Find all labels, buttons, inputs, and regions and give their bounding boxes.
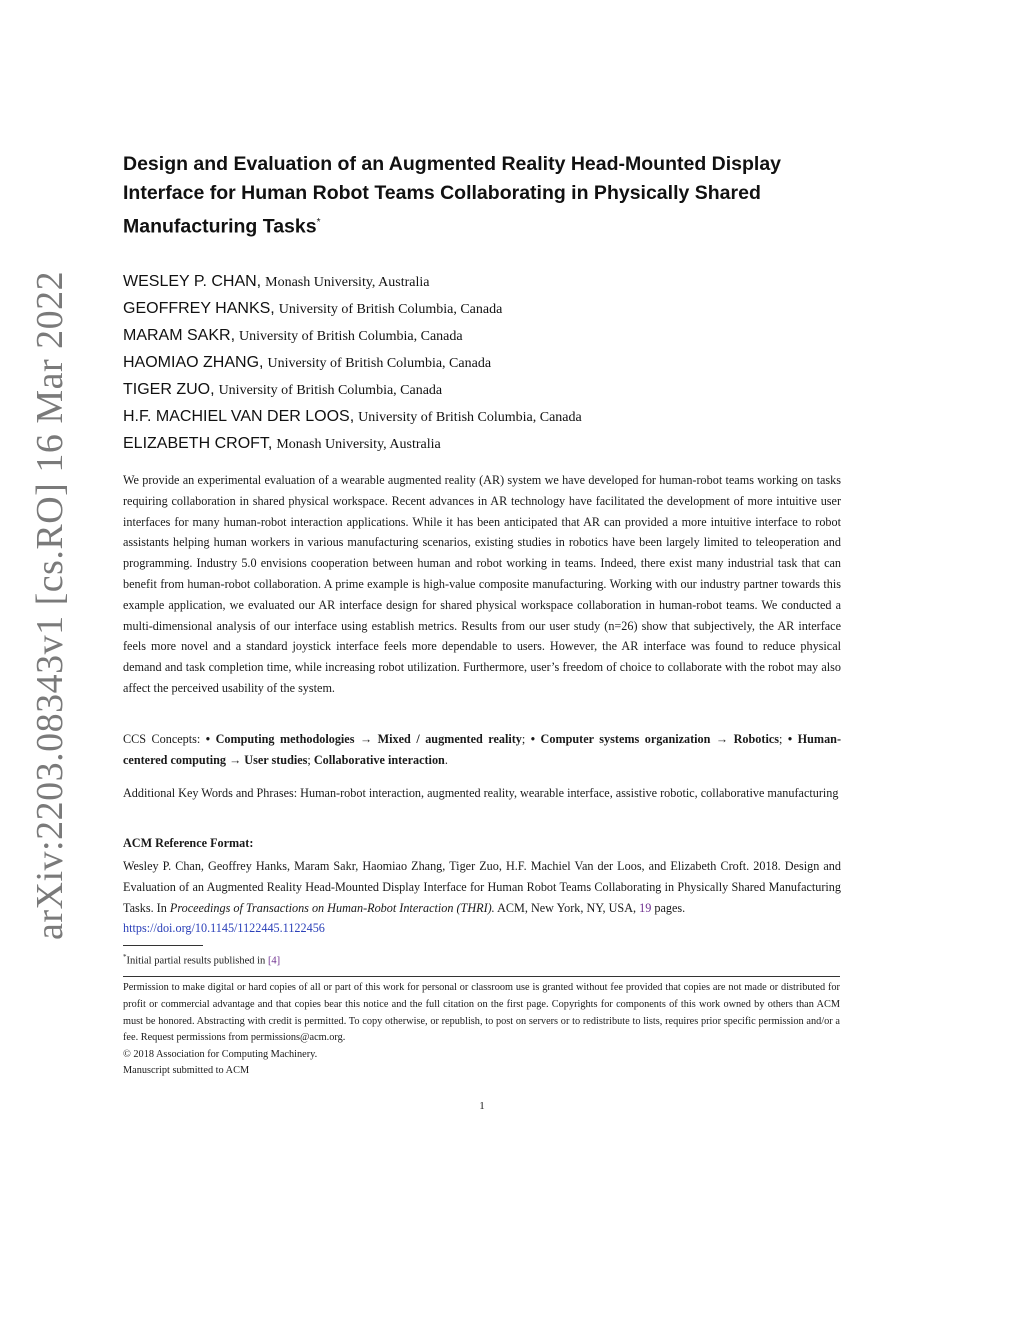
page-count-link[interactable]: 19 [639, 900, 652, 915]
footnote-text: Initial partial results published in [126, 955, 268, 967]
ccs-concept: Human-centered computing → User studies [123, 732, 841, 767]
keywords: Additional Key Words and Phrases: Human-robot interaction, augmented reality, wearable interface, assistive robotic, collaborative manufacturing [123, 786, 839, 800]
author-affiliation: University of British Columbia, Canada [278, 302, 503, 317]
author-name: TIGER ZUO, [123, 381, 215, 398]
page-number: 1 [479, 1100, 485, 1112]
ccs-separator: ; [521, 732, 531, 746]
arxiv-stamp: arXiv:2203.08343v1 [cs.RO] 16 Mar 2022 [29, 270, 71, 940]
ccs-bullet: • [530, 732, 541, 746]
reference-venue: Proceedings of Transactions on Human-Robot Interaction (THRI). [169, 900, 495, 915]
title-text: Design and Evaluation of an Augmented Reality Head-Mounted Display Interface for Human Robot Teams Collaborating in Physically Shared Manufacturing Tasks [123, 153, 782, 238]
acm-reference-heading: ACM Reference Format: [123, 836, 254, 850]
footnote-divider [123, 945, 203, 946]
author-name: WESLEY P. CHAN, [123, 273, 262, 290]
author-list [123, 268, 843, 457]
ccs-concept: Computer systems organization → Robotics [540, 732, 779, 746]
author-name: H.F. MACHIEL VAN DER LOOS, [123, 408, 355, 425]
author-name: GEOFFREY HANKS, [123, 300, 275, 317]
author-name: ELIZABETH CROFT, [123, 435, 273, 452]
reference-text: Wesley P. Chan, Geoffrey Hanks, Maram Sakr, Haomiao Zhang, Tiger Zuo, H.F. Machiel Van der Loos, and Elizabeth Croft. 2018. Design and Evaluation of an Augmented Reality Head-Mounted Display Interface for Human Robot Teams Collaborating in Physically Shared Manufacturing Tasks. In [123, 859, 841, 915]
title-footnote-marker: * [316, 217, 321, 228]
author-name: HAOMIAO ZHANG, [123, 354, 264, 371]
citation-link[interactable]: [4] [267, 955, 281, 967]
acm-reference [123, 856, 841, 939]
copyright-notice: © 2018 Association for Computing Machinery. [123, 1049, 318, 1060]
reference-pages-label: pages. [651, 900, 686, 915]
ccs-end: . [444, 752, 448, 767]
footnote-marker: * [123, 953, 127, 961]
doi-link[interactable]: https://doi.org/10.1145/1122445.1122456 [123, 921, 325, 936]
ccs-concepts [123, 729, 841, 771]
paper-title [123, 150, 843, 242]
ccs-label: CCS Concepts: [123, 732, 206, 746]
author-entry [123, 376, 843, 403]
reference-publisher: ACM, New York, NY, USA, [494, 900, 640, 915]
author-affiliation: Monash University, Australia [276, 437, 441, 452]
ccs-concept: Computing methodologies → Mixed / augmented reality [215, 732, 522, 746]
abstract: We provide an experimental evaluation of a wearable augmented reality (AR) system we have developed for human-robot teams working on tasks requiring collaboration in shared physical workspace. Recent advances in AR technology have facilitated the development of more intuitive user interfaces for many human-robot interaction applications. While it has been anticipated that AR can provided a more intuitive interface to robot assistants helping human workers in various manufacturing scenarios, existing studies in robotics have been largely limited to teleoperation and programming. Industry 5.0 envisions cooperation between human and robot working in teams. Indeed, there exist many industrial task that can benefit from human-robot collaboration. A prime example is high-value composite manufacturing. Working with our industry partner towards this example application, we evaluated our AR interface design for shared physical workspace collaboration in human-robot teams. We conducted a multi-dimensional analysis of our interface using establish metrics. Results from our user study (n=26) show that subjectively, the AR interface feels more novel and a standard joystick interface feels more dependable to users. However, the AR interface was found to reduce physical demand and task completion time, while increasing robot utilization. Furthermore, user’s freedom of choice to collaborate with the robot may also affect the perceived usability of the system. [123, 473, 841, 695]
ccs-concept: Collaborative interaction [313, 752, 445, 767]
author-entry [123, 322, 843, 349]
author-entry [123, 403, 843, 430]
author-entry [123, 430, 843, 457]
author-entry [123, 295, 843, 322]
permission-divider [123, 976, 840, 977]
author-affiliation: University of British Columbia, Canada [358, 410, 582, 425]
author-affiliation: Monash University, Australia [265, 275, 430, 290]
ccs-separator: ; [778, 732, 788, 746]
footnote [123, 950, 280, 969]
ccs-bullet: • [205, 732, 216, 746]
author-affiliation: University of British Columbia, Canada [267, 356, 492, 371]
author-entry [123, 349, 843, 376]
manuscript-note: Manuscript submitted to ACM [123, 1065, 250, 1076]
ccs-separator: ; [307, 752, 314, 767]
author-entry [123, 268, 843, 295]
author-name: MARAM SAKR, [123, 327, 236, 344]
author-affiliation: University of British Columbia, Canada [218, 383, 443, 398]
permission-notice: Permission to make digital or hard copies of all or part of this work for personal or classroom use is granted without fee provided that copies are not made or distributed for profit or commercial advantage and that copies bear this notice and the full citation on the first page. Copyrights for components of this work owned by others than ACM must be honored. Abstracting with credit is permitted. To copy otherwise, or republish, to post on servers or to redistribute to lists, requires prior specific permission and/or a fee. Request permissions from permissions@acm.org. [123, 982, 840, 1044]
ccs-bullet: • [787, 732, 798, 746]
author-affiliation: University of British Columbia, Canada [239, 329, 463, 344]
